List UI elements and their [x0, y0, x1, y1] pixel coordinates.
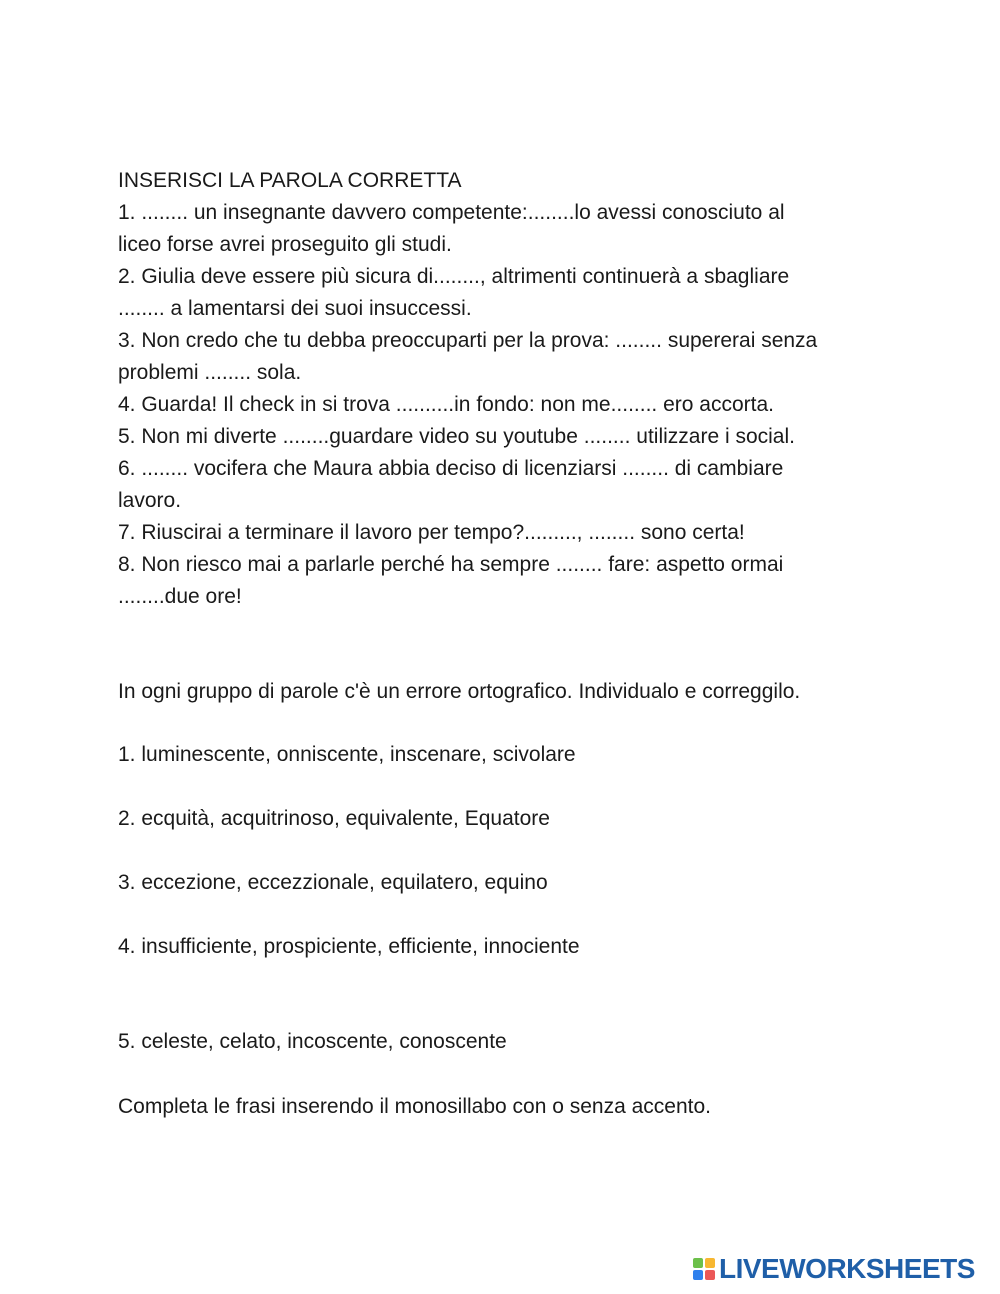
exercise-line: ........due ore!: [118, 585, 242, 608]
exercise-line: 4. Guarda! Il check in si trova ..........in fondo: non me........ ero accorta.: [118, 393, 774, 416]
exercise-line: ........ a lamentarsi dei suoi insuccessi.: [118, 297, 472, 320]
exercise-line: 2. Giulia deve essere più sicura di........, altrimenti continuerà a sbagliare: [118, 265, 790, 288]
exercise-line: 1. ........ un insegnante davvero competente:........lo avessi conosciuto al: [118, 201, 785, 224]
logo-text: LIVEWORKSHEETS: [719, 1253, 975, 1284]
word-group-item: 5. celeste, celato, incoscente, conoscente: [118, 1030, 507, 1053]
section2-instruction: In ogni gruppo di parole c'è un errore ortografico. Individualo e correggilo.: [118, 680, 801, 703]
word-group-item: 2. ecquità, acquitrinoso, equivalente, Equatore: [118, 807, 550, 830]
exercise-line: lavoro.: [118, 489, 182, 512]
exercise-line: 6. ........ vocifera che Maura abbia deciso di licenziarsi ........ di cambiare: [118, 457, 784, 480]
exercise-line: 7. Riuscirai a terminare il lavoro per tempo?........., ........ sono certa!: [118, 521, 745, 544]
section3-instruction: Completa le frasi inserendo il monosillabo con o senza accento.: [118, 1095, 711, 1118]
word-group-item: 3. eccezione, eccezzionale, equilatero, equino: [118, 871, 548, 894]
exercise-line: liceo forse avrei proseguito gli studi.: [118, 233, 452, 256]
exercise-line: problemi ........ sola.: [118, 361, 302, 384]
word-group-item: 4. insufficiente, prospiciente, efficiente, innociente: [118, 935, 580, 958]
liveworksheets-logo[interactable]: [692, 1254, 975, 1284]
word-group-item: 1. luminescente, onniscente, inscenare, scivolare: [118, 743, 576, 766]
exercise-line: 8. Non riesco mai a parlarle perché ha sempre ........ fare: aspetto ormai: [118, 553, 784, 576]
exercise-line: 3. Non credo che tu debba preoccuparti per la prova: ........ supererai senza: [118, 329, 818, 352]
exercise-line: 5. Non mi diverte ........guardare video su youtube ........ utilizzare i social.: [118, 425, 795, 448]
section-title: INSERISCI LA PAROLA CORRETTA: [118, 169, 462, 192]
liveworksheets-logo-icon: [692, 1257, 716, 1281]
